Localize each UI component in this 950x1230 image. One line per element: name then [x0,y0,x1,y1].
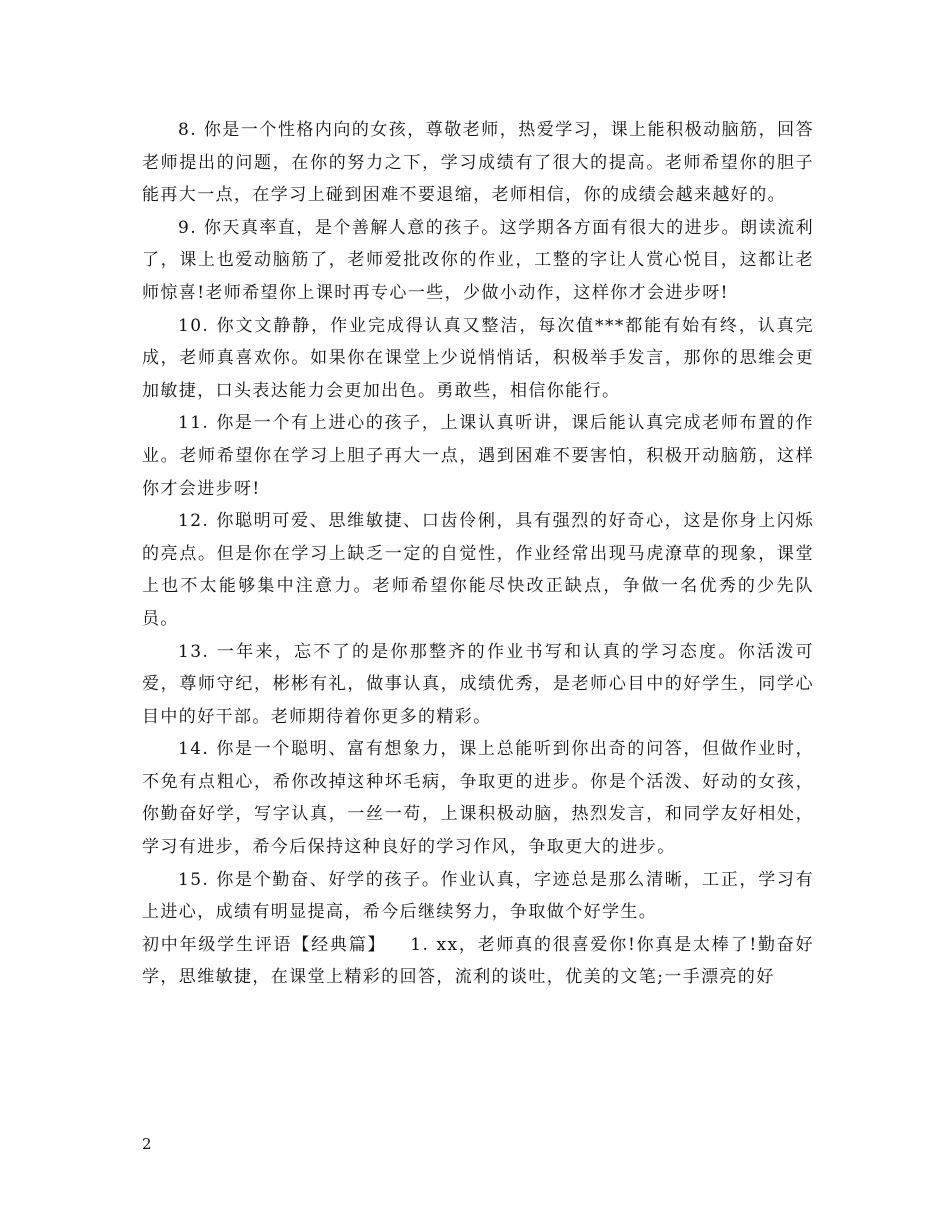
comment-paragraph-12: 12. 你聪明可爱、思维敏捷、口齿伶俐，具有强烈的好奇心，这是你身上闪烁的亮点。但是你在学习上缺乏一定的自觉性，作业经常出现马虎潦草的现象，课堂上也不太能够集中注意力。老师希望你能尽快改正缺点，争做一名优秀的少先队员。 [142,511,814,629]
comment-paragraph-9: 9. 你天真率直，是个善解人意的孩子。这学期各方面有很大的进步。朗读流利了，课上也爱动脑筋了，老师爱批改你的作业，工整的字让人赏心悦目，这都让老师惊喜!老师希望你上课时再专心一些，少做小动作，这样你才会进步呀! [142,217,814,303]
comment-paragraph-8: 8. 你是一个性格内向的女孩，尊敬老师，热爱学习，课上能积极动脑筋，回答老师提出的问题，在你的努力之下，学习成绩有了很大的提高。老师希望你的胆子能再大一点，在学习上碰到困难不要退缩，老师相信，你的成绩会越来越好的。 [142,120,814,206]
page-number: 2 [142,1135,152,1153]
comment-paragraph-11: 11. 你是一个有上进心的孩子，上课认真听讲，课后能认真完成老师布置的作业。老师希望你在学习上胆子再大一点，遇到困难不要害怕，积极开动脑筋，这样你才会进步呀! [142,413,814,499]
document-body [142,114,814,994]
comment-paragraph-10: 10. 你文文静静，作业完成得认真又整洁，每次值***都能有始有终，认真完成，老师真喜欢你。如果你在课堂上少说悄悄话，积极举手发言，那你的思维会更加敏捷，口头表达能力会更加出色。勇敢些，相信你能行。 [142,315,814,401]
section-heading: 初中年级学生评语【经典篇】 [142,934,387,955]
section-first-comment: 1. xx，老师真的很喜爱你!你真是太棒了!勤奋好学，思维敏捷，在课堂上精彩的回答，流利的谈吐，优美的文笔;一手漂亮的好 [142,934,814,988]
comment-paragraph-15: 15. 你是个勤奋、好学的孩子。作业认真，字迹总是那么清晰，工正，学习有上进心，成绩有明显提高，希今后继续努力，争取做个好学生。 [142,869,814,923]
section-paragraph [142,929,814,994]
comment-paragraph-14: 14. 你是一个聪明、富有想象力，课上总能听到你出奇的问答，但做作业时，不免有点粗心，希你改掉这种坏毛病，争取更的进步。你是个活泼、好动的女孩，你勤奋好学，写字认真，一丝一苟，上课积极动脑，热烈发言，和同学友好相处，学习有进步，希今后保持这种良好的学习作风，争取更大的进步。 [142,739,814,858]
comment-paragraph-13: 13. 一年来，忘不了的是你那整齐的作业书写和认真的学习态度。你活泼可爱，尊师守纪，彬彬有礼，做事认真，成绩优秀，是老师心目中的好学生，同学心目中的好干部。老师期待着你更多的精彩。 [142,641,814,727]
